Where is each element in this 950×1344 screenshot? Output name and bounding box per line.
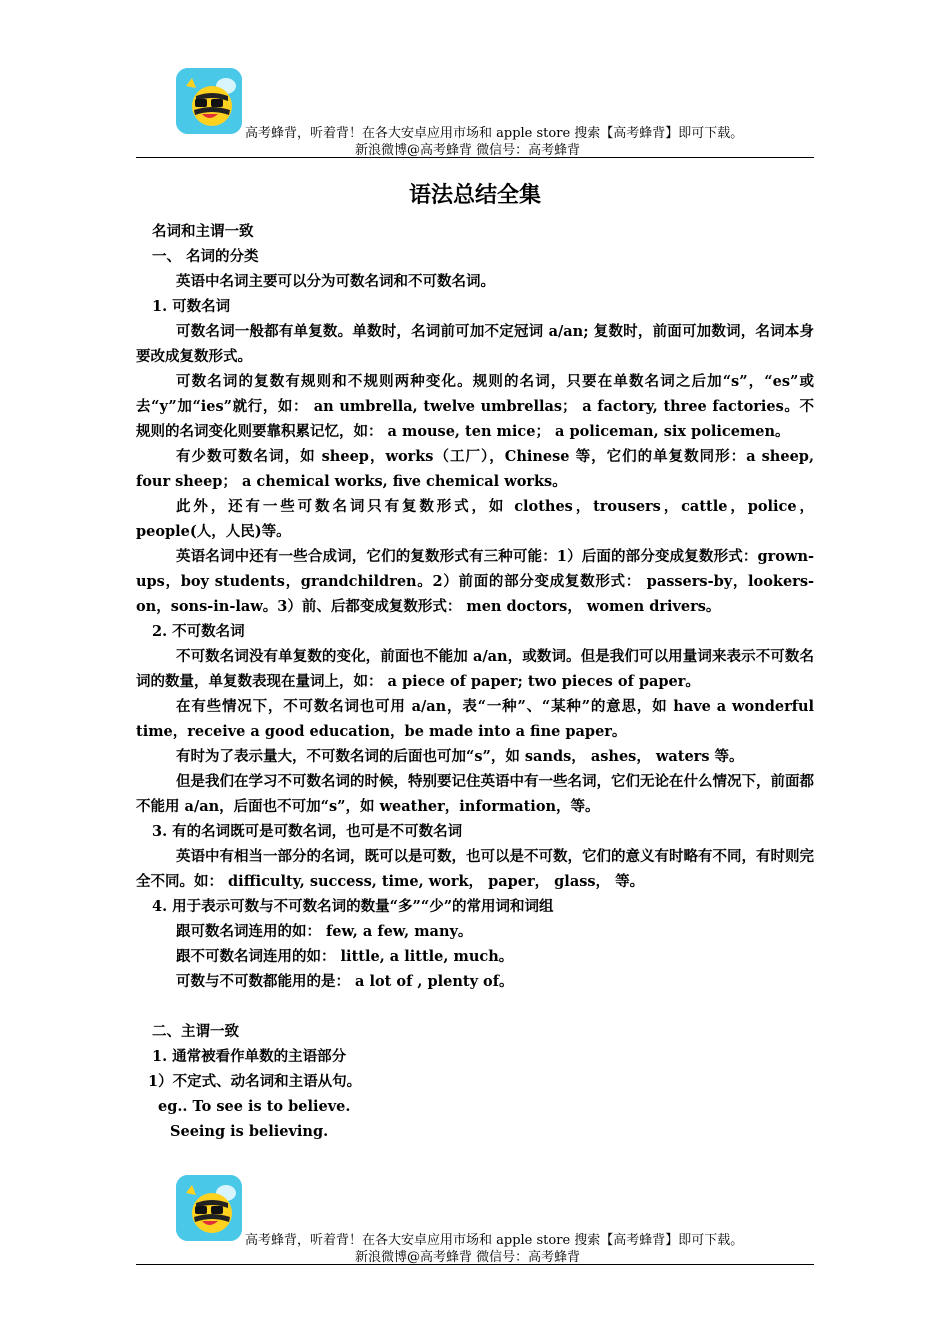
header-promo-text: 高考蜂背，听着背！在各大安卓应用市场和 apple store 搜索【高考蜂背】即可下载。 <box>245 126 744 141</box>
paragraph: 但是我们在学习不可数名词的时候，特别要记住英语中有一些名词，它们无论在什么情况下，前面都不能用 a/an，后面也不可加“s”，如 weather，information，等。 <box>136 773 814 815</box>
document-body <box>136 219 814 1144</box>
paragraph: 英语名词中还有一些合成词，它们的复数形式有三种可能：1）后面的部分变成复数形式：grown-ups，boy students，grandchildren。2）前面的部分变成复数形式： passers-by，lookers-on，sons-in-law。3）前、后都变成复数形式： men doctors， women drivers。 <box>136 548 814 615</box>
paragraph: 不可数名词没有单复数的变化，前面也不能加 a/an，或数词。但是我们可以用量词来表示不可数名词的数量，单复数表现在量词上，如： a piece of paper; two pieces of paper。 <box>136 648 814 690</box>
bee-logo-icon <box>176 68 242 134</box>
footer-social-text: 新浪微博@高考蜂背 微信号：高考蜂背 <box>355 1250 581 1265</box>
section-heading: 名词和主谓一致 <box>152 223 254 240</box>
paragraph: 在有些情况下，不可数名词也可用 a/an，表“一种”、“某种”的意思，如 have a wonderful time，receive a good education，be made into a fine paper。 <box>136 698 814 740</box>
paragraph: 可数名词一般都有单复数。单数时，名词前可加不定冠词 a/an; 复数时，前面可加数词，名词本身要改成复数形式。 <box>136 323 814 365</box>
section-heading: 一、 名词的分类 <box>152 248 259 265</box>
subsection-heading: 2. 不可数名词 <box>152 623 245 640</box>
page-title: 语法总结全集 <box>408 182 541 208</box>
subsection-heading: 1. 通常被看作单数的主语部分 <box>152 1048 347 1065</box>
section-heading: 二、主谓一致 <box>152 1023 239 1040</box>
example-line: eg.. To see is to believe. <box>158 1098 351 1115</box>
subsection-heading: 1. 可数名词 <box>152 298 231 315</box>
bee-logo-icon <box>176 1175 242 1241</box>
subsection-heading: 3. 有的名词既可是可数名词，也可是不可数名词 <box>152 823 463 840</box>
paragraph: 跟可数名词连用的如： few, a few, many。 <box>176 923 473 940</box>
footer-promo-text: 高考蜂背，听着背！在各大安卓应用市场和 apple store 搜索【高考蜂背】即可下载。 <box>245 1233 744 1248</box>
paragraph: 有时为了表示量大，不可数名词的后面也可加“s”，如 sands， ashes， waters 等。 <box>176 748 744 765</box>
paragraph: 可数名词的复数有规则和不规则两种变化。规则的名词，只要在单数名词之后加“s”，“es”或去“y”加“ies”就行，如： an umbrella, twelve umbrellas； a factory, three factories。不规则的名词变化则要靠积累记忆，如： a mouse, ten mice； a policeman, six policemen。 <box>136 373 814 440</box>
footer-divider <box>136 1264 814 1265</box>
header-divider <box>136 157 814 158</box>
paragraph: 此外，还有一些可数名词只有复数形式，如 clothes，trousers，cattle，police，people(人，人民)等。 <box>136 498 814 540</box>
paragraph: 跟不可数名词连用的如： little, a little, much。 <box>176 948 514 965</box>
header-social-text: 新浪微博@高考蜂背 微信号：高考蜂背 <box>355 143 581 158</box>
subsection-heading: 4. 用于表示可数与不可数名词的数量“多”“少”的常用词和词组 <box>152 898 554 915</box>
paragraph: 英语中有相当一部分的名词，既可以是可数，也可以是不可数，它们的意义有时略有不同，有时则完全不同。如： difficulty, success, time, work， paper， glass， 等。 <box>136 848 814 890</box>
paragraph: 英语中名词主要可以分为可数名词和不可数名词。 <box>176 273 495 290</box>
paragraph: 1）不定式、动名词和主语从句。 <box>148 1073 362 1090</box>
paragraph: 可数与不可数都能用的是： a lot of , plenty of。 <box>176 973 514 990</box>
paragraph: 有少数可数名词，如 sheep，works（工厂），Chinese 等，它们的单复数同形：a sheep, four sheep； a chemical works, five chemical works。 <box>136 448 814 490</box>
example-line: Seeing is believing. <box>170 1123 329 1140</box>
